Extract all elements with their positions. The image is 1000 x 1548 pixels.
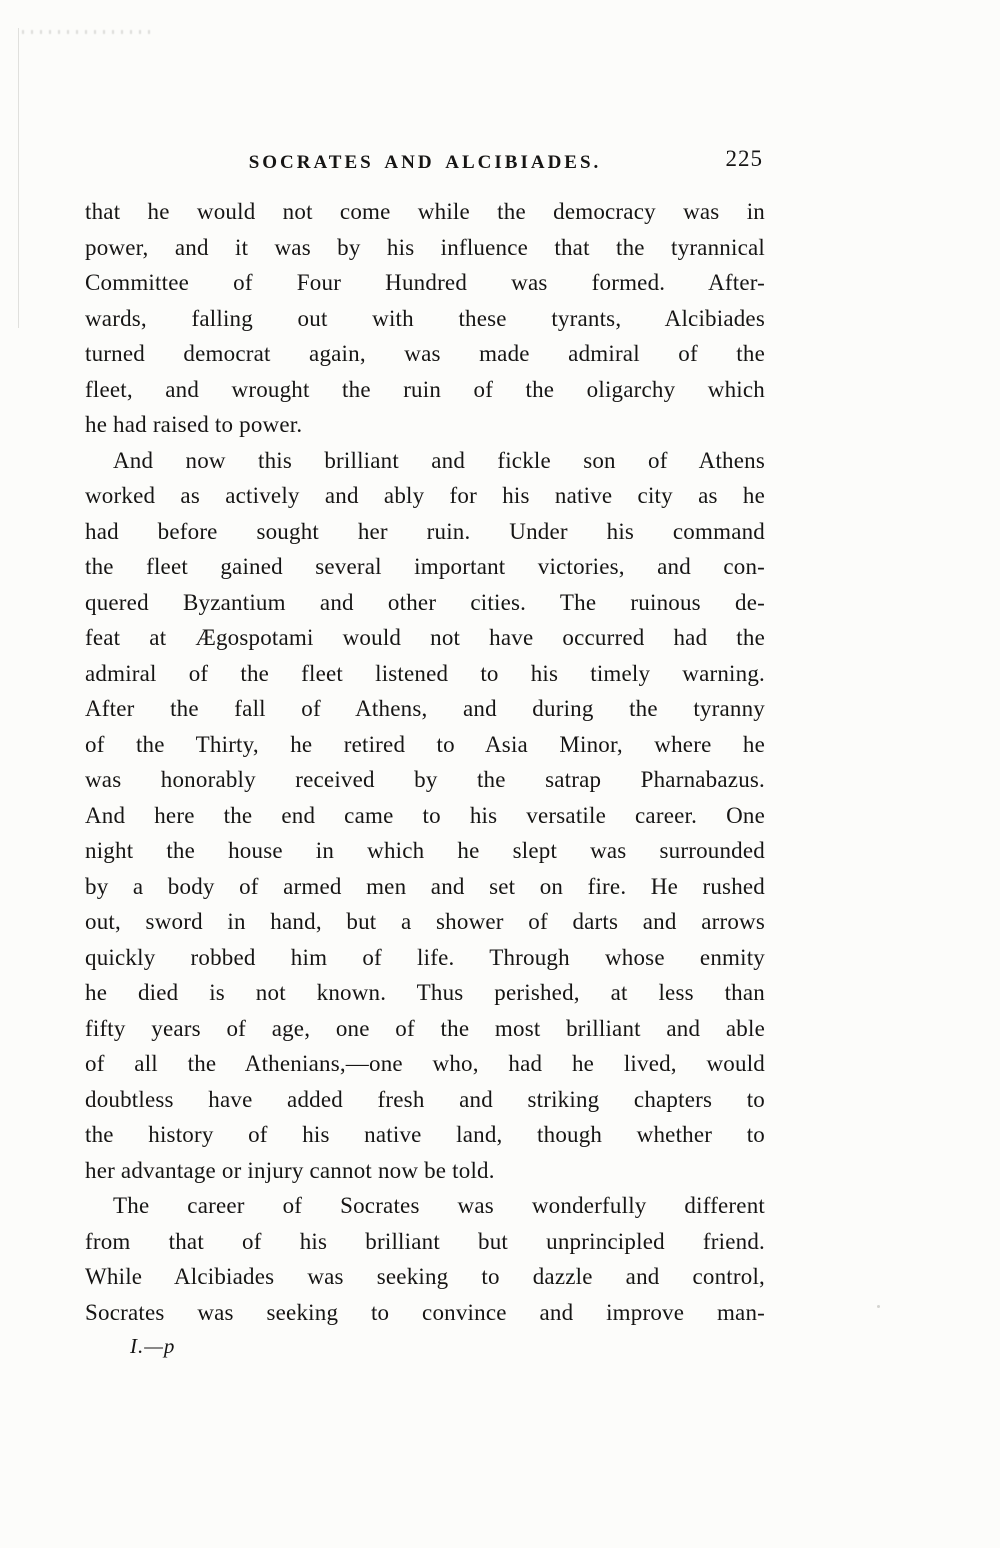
text-line: quered Byzantium and other cities. The ruinous de- — [85, 589, 765, 615]
text-line: After the fall of Athens, and during the tyranny — [85, 696, 765, 721]
scan-artifact-dot — [877, 1305, 880, 1308]
text-line: he had raised to power. — [85, 412, 303, 437]
text-line: feat at Ægospotami would not have occurred had the — [85, 625, 765, 650]
text-line: And now this brilliant and fickle son of Athens — [113, 447, 765, 473]
scan-artifact-top-speckle — [22, 30, 152, 34]
text-line: the history of his native land, though whether to — [85, 1122, 765, 1147]
text-line: quickly robbed him of life. Through whose enmity — [85, 944, 765, 970]
text-line: power, and it was by his influence that the tyrannical — [85, 234, 765, 260]
text-line: wards, falling out with these tyrants, Alcibiades — [85, 305, 765, 331]
page-number: 225 — [725, 146, 763, 171]
text-line: of the Thirty, he retired to Asia Minor, where he — [85, 731, 765, 757]
text-line: Socrates was seeking to convince and improve man- — [85, 1299, 765, 1325]
text-line: out, sword in hand, but a shower of darts and arrows — [85, 909, 765, 934]
text-line: admiral of the fleet listened to his timely warning. — [85, 660, 765, 686]
text-line: her advantage or injury cannot now be told. — [85, 1157, 495, 1183]
text-line: that he would not come while the democracy was in — [85, 199, 765, 224]
text-line: worked as actively and ably for his native city as he — [85, 483, 765, 508]
text-line: he died is not known. Thus perished, at less than — [85, 980, 765, 1005]
paragraph-1 — [85, 194, 765, 443]
text-line: fleet, and wrought the ruin of the oligarchy which — [85, 376, 765, 402]
text-line: Committee of Four Hundred was formed. After- — [85, 270, 765, 295]
text-line: The career of Socrates was wonderfully different — [113, 1193, 765, 1218]
text-line: by a body of armed men and set on fire. He rushed — [85, 873, 765, 899]
text-line: was honorably received by the satrap Pharnabazus. — [85, 767, 765, 792]
text-line: turned democrat again, was made admiral of the — [85, 341, 765, 366]
text-line: doubtless have added fresh and striking chapters to — [85, 1086, 765, 1112]
text-line: from that of his brilliant but unprincipled friend. — [85, 1228, 765, 1254]
paragraph-3 — [85, 1188, 765, 1330]
text-line: of all the Athenians,—one who, had he lived, would — [85, 1051, 765, 1076]
text-line: fifty years of age, one of the most brilliant and able — [85, 1015, 765, 1041]
text-line: While Alcibiades was seeking to dazzle and control, — [85, 1264, 765, 1289]
text-line: the fleet gained several important victories, and con- — [85, 554, 765, 579]
running-header-title: SOCRATES AND ALCIBIADES. — [248, 152, 602, 173]
text-block — [85, 146, 765, 1330]
running-head — [85, 146, 765, 180]
paragraph-2 — [85, 443, 765, 1189]
page-body — [85, 194, 765, 1330]
signature-mark: I.—p — [130, 1334, 176, 1358]
text-line: And here the end came to his versatile career. One — [85, 802, 765, 828]
scan-artifact-left-line — [18, 28, 19, 328]
text-line: night the house in which he slept was surrounded — [85, 838, 765, 863]
text-line: had before sought her ruin. Under his command — [85, 518, 765, 544]
